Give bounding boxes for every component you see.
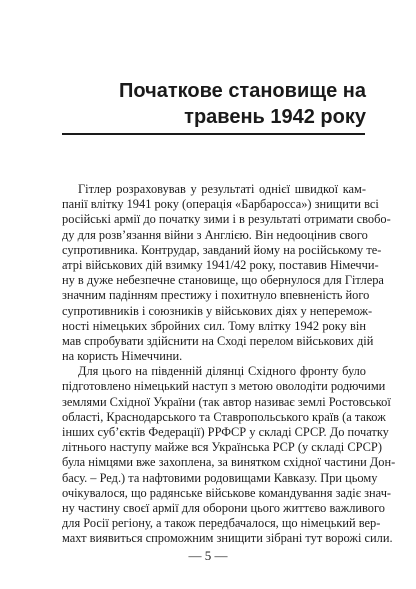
text-line: махт виявиться спроможним знищити зібрані тут ворожі сили. <box>62 531 393 546</box>
text-line: панії влітку 1941 року (операція «Барбаросса») знищити всі <box>62 197 379 212</box>
paragraph-1 <box>62 182 391 364</box>
text-line: очікувалося, що радянське військове командування задіє знач- <box>62 485 392 500</box>
text-line: атрі військових дій взимку 1941/42 року, поставив Німеччи- <box>62 257 379 272</box>
text-line: російські армії до початку зими і в результаті отримати свобо- <box>62 212 391 227</box>
page-number: — 5 — <box>188 548 228 563</box>
chapter-title-line-2: травень 1942 року <box>184 106 366 128</box>
text-line: інших суб’єктів Федерації) РРФСР у складі СРСР. До початку <box>62 425 389 439</box>
text-line: ду для розв’язання війни з Англією. Він недооцінив свого <box>62 227 368 242</box>
title-underline-rule <box>62 133 365 135</box>
text-line: значним падінням престижу і похитнуло впевненість його <box>62 288 370 303</box>
text-line: супротивника. Контрудар, завданий йому на російському те- <box>62 242 382 257</box>
text-line: для Росії регіону, а також передбачалося, що німецький вер- <box>62 516 381 531</box>
text-line: мав спробувати здійснити на Сході перелом військових дій <box>62 333 374 348</box>
text-line: Гітлер розраховував у результаті однієї швидкої кам- <box>78 182 366 196</box>
text-line: басу. – Ред.) та нафтовими родовищами Кавказу. При цьому <box>62 470 378 485</box>
text-line: супротивників і союзників у військових діях у неперемож- <box>62 303 373 318</box>
text-line: ну в дуже небезпечне становище, що обернулося для Гітлера <box>62 273 384 288</box>
text-line: Для цього на південній ділянці Східного фронту було <box>78 364 366 379</box>
text-line: на користь Німеччини. <box>62 349 183 364</box>
text-line: землями Східної України (так автор називає землі Ростовської <box>62 394 391 409</box>
text-line: літнього наступу майже вся Українська РСР (у складі СРСР) <box>62 440 382 455</box>
paragraph-2 <box>62 364 396 546</box>
chapter-title <box>66 78 366 130</box>
text-line: ну частину своєї армії для оборони цього життєво важливого <box>62 500 385 515</box>
text-line: області, Краснодарського та Ставропольського країв (а також <box>62 409 386 424</box>
body-text <box>62 182 396 547</box>
text-line: ності німецьких збройних сил. Тому влітку 1942 року він <box>62 318 366 333</box>
chapter-title-line-1: Початкове становище на <box>119 80 366 102</box>
text-line: підготовлено німецький наступ з метою оволодіти родючими <box>62 379 386 394</box>
text-line: була німцями вже захоплена, за винятком східної частини Дон- <box>62 455 396 470</box>
